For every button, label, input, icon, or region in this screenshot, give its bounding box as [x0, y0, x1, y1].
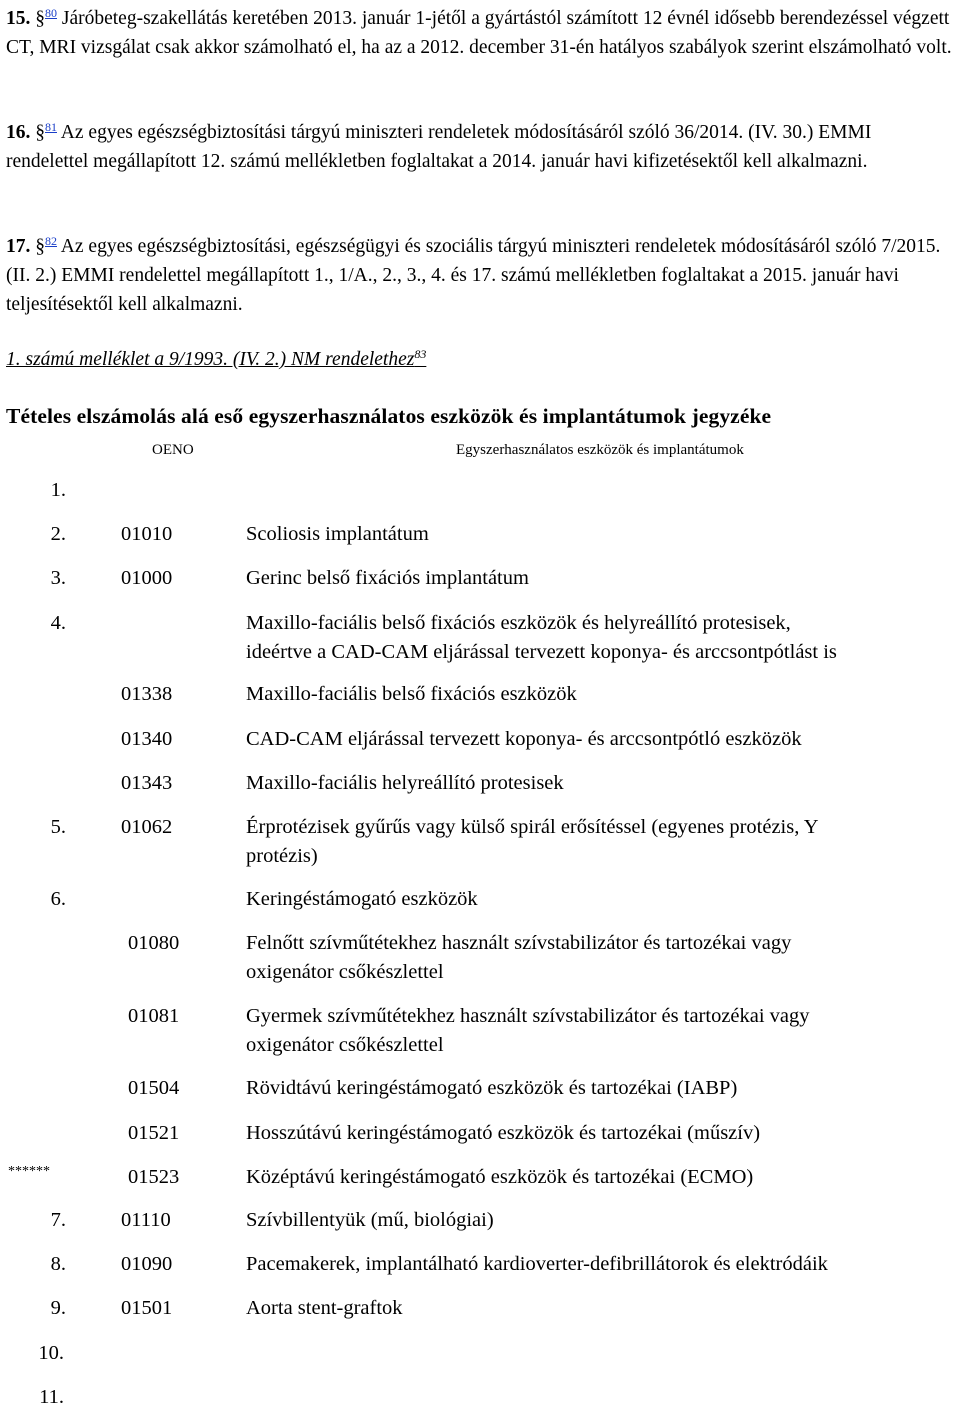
footnote-link-81[interactable]: 81 — [45, 120, 57, 134]
item-description: Érprotézisek gyűrűs vagy külső spirál erősítéssel (egyenes protézis, Y — [246, 816, 819, 838]
oeno-code: 01340 — [121, 728, 173, 750]
item-description: Pacemakerek, implantálható kardioverter-defibrillátorok és elektródáik — [246, 1253, 828, 1275]
list-title: Tételes elszámolás alá eső egyszerhasználatos eszközök és implantátumok jegyzéke — [6, 404, 772, 428]
item-description: Gerinc belső fixációs implantátum — [246, 567, 529, 589]
paragraph-number: 16. — [6, 122, 31, 143]
footnote-link-80[interactable]: 80 — [45, 6, 57, 20]
oeno-code: 01521 — [128, 1122, 180, 1144]
oeno-code: 01081 — [128, 1005, 180, 1027]
oeno-code: 01090 — [121, 1253, 173, 1275]
oeno-code: 01000 — [121, 567, 173, 589]
oeno-code: 01080 — [128, 932, 180, 954]
item-description: Keringéstámogató eszközök — [246, 888, 478, 910]
item-description: Rövidtávú keringéstámogató eszközök és tartozékai (IABP) — [246, 1077, 738, 1099]
paragraph-15 — [6, 4, 956, 62]
item-description: oxigenátor csőkészlettel — [246, 1034, 444, 1056]
oeno-code: 01504 — [128, 1077, 180, 1099]
row-number: 9. — [50, 1297, 66, 1319]
item-description: ideértve a CAD-CAM eljárással tervezett koponya- és arccsontpótlást is — [246, 641, 837, 663]
row-number: 3. — [50, 567, 66, 589]
item-description: Középtávú keringéstámogató eszközök és tartozékai (ECMO) — [246, 1166, 754, 1188]
item-description: Szívbillentyük (mű, biológiai) — [246, 1209, 494, 1231]
paragraph-text: Járóbeteg-szakellátás keretében 2013. január 1-jétől a gyártástól számított 12 évnél idősebb berendezéssel végzett CT, MRI vizsgálat csak akkor számolható el, ha az a 2012. december 31-én hatályos szabályok szerint elszámolható volt. — [6, 8, 952, 58]
row-marker: ****** — [8, 1164, 50, 1179]
item-description: Hosszútávú keringéstámogató eszközök és tartozékai (műszív) — [246, 1122, 761, 1144]
item-description: protézis) — [246, 845, 318, 867]
paragraph-text: Az egyes egészségbiztosítási tárgyú miniszteri rendeletek módosításáról szóló 36/2014. (IV. 30.) EMMI rendelettel megállapított 12. számú mellékletben foglaltakat a 2014. január havi kifizetésektől kell alkalmazni. — [6, 122, 872, 172]
row-number: 4. — [50, 612, 66, 634]
item-description: Felnőtt szívműtétekhez használt szívstabilizátor és tartozékai vagy — [246, 932, 792, 954]
column-header-description: Egyszerhasználatos eszközök és implantátumok — [456, 442, 744, 458]
row-number: 7. — [50, 1209, 66, 1231]
oeno-code: 01501 — [121, 1297, 173, 1319]
row-number: 2. — [50, 523, 66, 545]
oeno-code: 01338 — [121, 683, 173, 705]
paragraph-17 — [6, 232, 956, 319]
item-description: Maxillo-faciális helyreállító protesisek — [246, 772, 564, 794]
section-sign: § — [35, 122, 45, 143]
item-description: CAD-CAM eljárással tervezett koponya- és arccsontpótló eszközök — [246, 728, 802, 750]
section-sign: § — [35, 236, 45, 257]
item-description: oxigenátor csőkészlettel — [246, 961, 444, 983]
paragraph-number: 17. — [6, 236, 31, 257]
section-sign: § — [35, 8, 45, 29]
oeno-code: 01062 — [121, 816, 173, 838]
oeno-code: 01110 — [121, 1209, 171, 1231]
row-number: 5. — [50, 816, 66, 838]
annex-heading-text: 1. számú melléklet a 9/1993. (IV. 2.) NM rendelethez — [6, 349, 415, 370]
oeno-code: 01343 — [121, 772, 173, 794]
row-number: 10. — [38, 1342, 64, 1364]
paragraph-16 — [6, 118, 956, 176]
item-description: Gyermek szívműtétekhez használt szívstabilizátor és tartozékai vagy — [246, 1005, 810, 1027]
footnote-link-83[interactable]: 83 — [414, 347, 427, 361]
row-number: 1. — [50, 479, 66, 501]
row-number: 6. — [50, 888, 66, 910]
oeno-code: 01010 — [121, 523, 173, 545]
row-number: 11. — [39, 1386, 64, 1408]
row-number: 8. — [50, 1253, 66, 1275]
item-description: Scoliosis implantátum — [246, 523, 429, 545]
oeno-code: 01523 — [128, 1166, 180, 1188]
paragraph-text: Az egyes egészségbiztosítási, egészségügyi és szociális tárgyú miniszteri rendeletek módosításáról szóló 7/2015. (II. 2.) EMMI rendelettel megállapított 1., 1/A., 2., 3., 4. és 17. számú mellékletben foglaltakat a 2015. január havi teljesítésektől kell alkalmazni. — [6, 236, 941, 315]
column-header-oeno: OENO — [152, 442, 194, 458]
item-description: Maxillo-faciális belső fixációs eszközök és helyreállító protesisek, — [246, 612, 791, 634]
paragraph-number: 15. — [6, 8, 31, 29]
item-description: Maxillo-faciális belső fixációs eszközök — [246, 683, 577, 705]
annex-heading — [6, 349, 426, 371]
item-description: Aorta stent-graftok — [246, 1297, 403, 1319]
footnote-link-82[interactable]: 82 — [45, 234, 57, 248]
